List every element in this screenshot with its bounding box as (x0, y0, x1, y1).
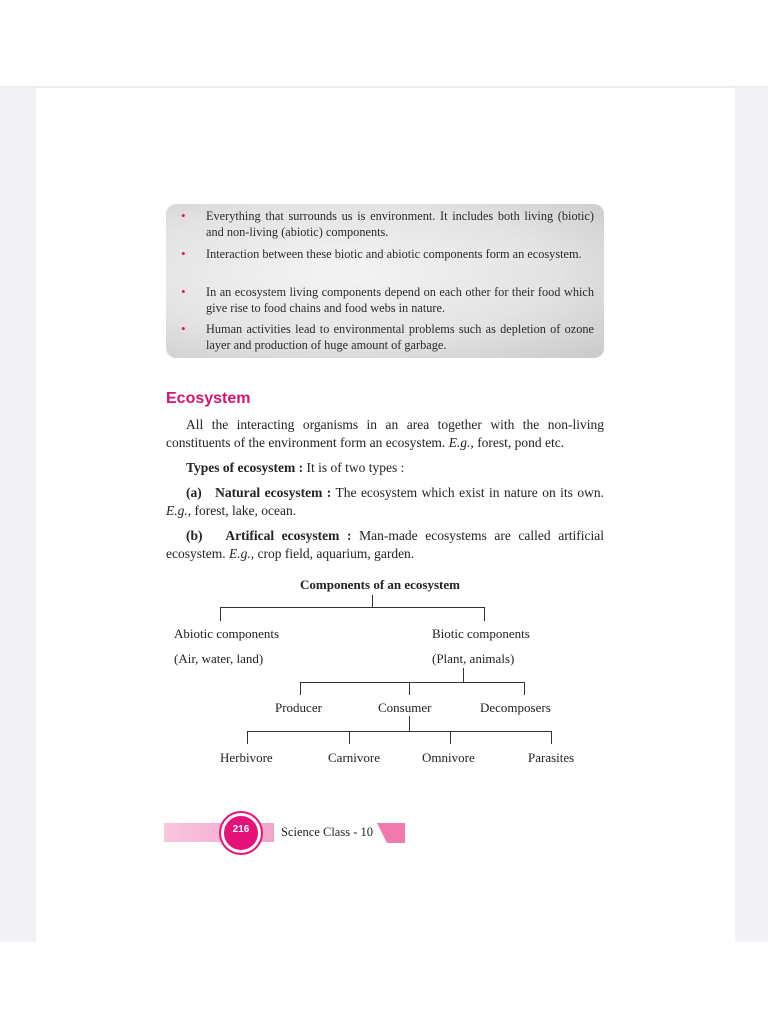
connector-line (300, 682, 525, 683)
herbivore-label: Herbivore (220, 750, 273, 765)
connector-line (450, 731, 451, 744)
parasites-label: Parasites (528, 750, 575, 765)
bullet-icon: • (181, 208, 186, 223)
artificial-ecosystem-paragraph: (b) Artifical ecosystem : Man-made ecosystems are called artificial ecosystem. E.g., crop field, aquarium, garden. (166, 528, 604, 561)
connector-line (409, 682, 410, 695)
book-title: Science Class - 10 (281, 825, 373, 839)
bullet-icon: • (181, 284, 186, 299)
biotic-label: Biotic components (432, 626, 530, 641)
abiotic-label: Abiotic components (174, 626, 280, 641)
summary-box (166, 204, 604, 358)
types-line: Types of ecosystem : It is of two types : (186, 460, 405, 475)
omnivore-label: Omnivore (422, 750, 475, 765)
connector-line (300, 682, 301, 695)
footer-flag-icon (377, 823, 405, 843)
connector-line (409, 716, 410, 731)
connector-line (551, 731, 552, 744)
connector-line (220, 607, 221, 621)
biotic-examples: (Plant, animals) (432, 651, 515, 666)
connector-line (247, 731, 248, 744)
intro-paragraph: All the interacting organisms in an area together with the non-living constituents of the environment form an ecosystem. E.g., forest, pond etc. (166, 417, 604, 450)
carnivore-label: Carnivore (328, 750, 380, 765)
bullet-icon: • (181, 321, 186, 336)
producer-label: Producer (275, 700, 322, 715)
connector-line (524, 682, 525, 695)
natural-ecosystem-paragraph: (a) Natural ecosystem : The ecosystem which exist in nature on its own. E.g., forest, lake, ocean. (166, 485, 604, 518)
summary-bullet: • Everything that surrounds us is environment. It includes both living (biotic) and non-living (abiotic) components. (181, 208, 594, 239)
connector-line (220, 607, 485, 608)
bullet-icon: • (181, 246, 186, 261)
viewer-right-margin (735, 87, 768, 942)
connector-line (349, 731, 350, 744)
page-number: 216 (232, 824, 250, 835)
connector-line (372, 595, 373, 607)
consumer-label: Consumer (378, 700, 432, 715)
diagram-title: Components of an ecosystem (300, 577, 460, 592)
abiotic-examples: (Air, water, land) (174, 651, 264, 666)
summary-bullet: • In an ecosystem living components depend on each other for their food which give rise to food chains and food webs in nature. (181, 284, 594, 315)
connector-line (484, 607, 485, 621)
viewer-top-margin (0, 0, 768, 87)
connector-line (463, 668, 464, 682)
summary-bullet: • Interaction between these biotic and abiotic components form an ecosystem. (181, 246, 582, 261)
section-title: Ecosystem (166, 390, 251, 407)
connector-line (247, 731, 552, 732)
viewer-left-margin (0, 87, 36, 942)
decomposers-label: Decomposers (480, 700, 551, 715)
summary-bullet: • Human activities lead to environmental problems such as depletion of ozone layer and production of huge amount of garbage. (181, 321, 594, 352)
